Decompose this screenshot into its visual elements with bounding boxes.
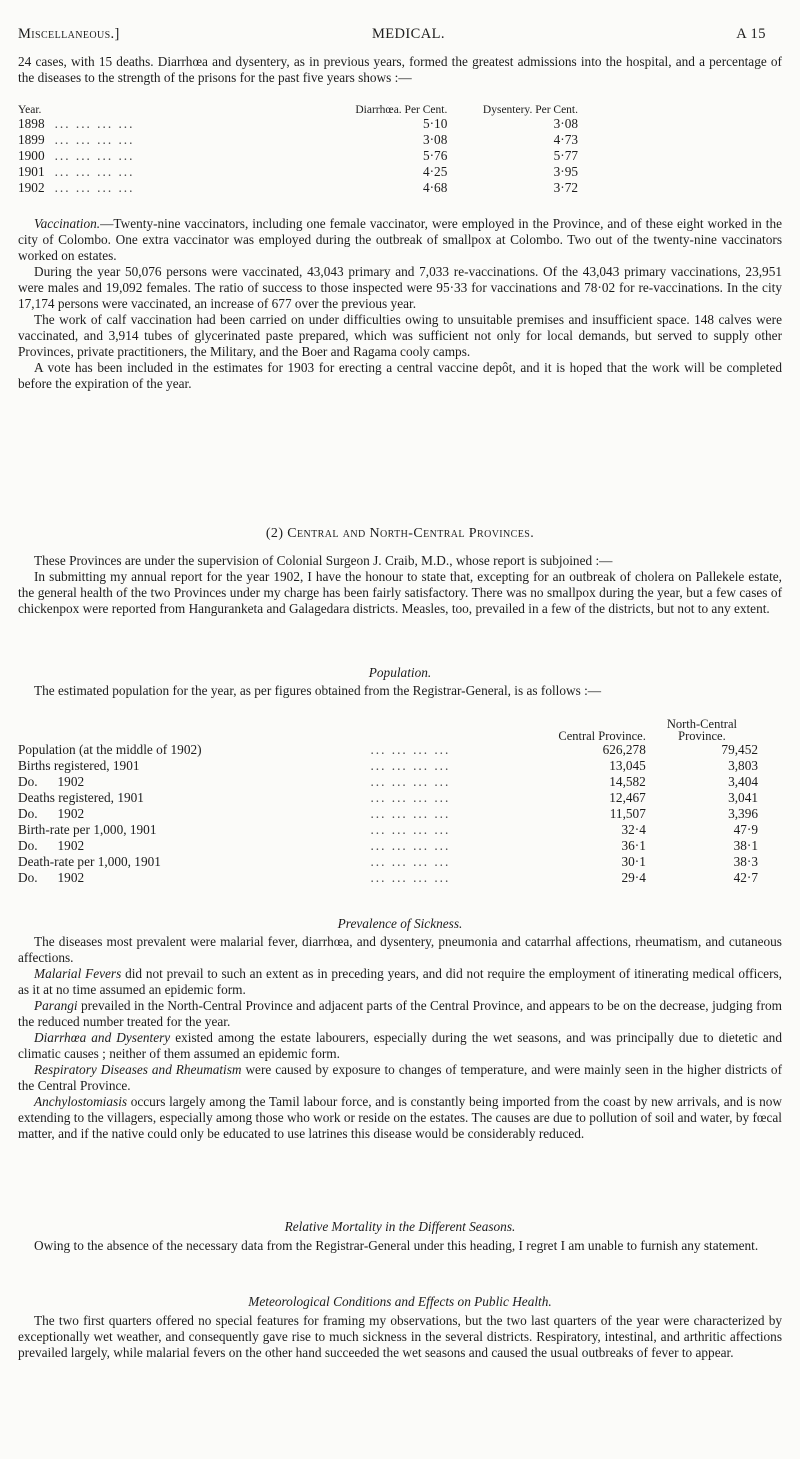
disease-row (18, 164, 578, 180)
central-value: 626,278 (602, 742, 646, 757)
diarrhoea-cell: 5·76 (422, 148, 448, 163)
section-2-body (18, 553, 782, 617)
population-intro: The estimated population for the year, as per figures obtained from the Registrar-General, is as follows :— (34, 683, 602, 698)
year-cell: 1900 ... ... ... ... (18, 148, 135, 163)
diarrhoea-cell: 5·10 (422, 116, 448, 131)
anchylostomiasis-paragraph: Anchylostomiasis occurs largely among the Tamil labour force, and is constantly being imported from the coast by new arrivals, and is now extending to the villagers, especially among those who work or reside on the estates. The causes are due to pollution of soil and water, by fœcal matter, and if the native could only be educated to use latrines this disease would be considerably reduced. (18, 1094, 782, 1141)
row-label: Do. 1902 (18, 870, 85, 885)
running-header-title: MEDICAL. (372, 26, 445, 42)
vaccination-paragraph-1: Vaccination.—Twenty-nine vaccinators, including one female vaccinator, were employed in the Province, and of these eight worked in the city of Colombo. One extra vaccinator was employed during the outbreak of smallpox at Colombo. Two out of the twenty-nine vaccinators worked on estates. (18, 216, 782, 263)
col-diarrhoea: Diarrhœa. Per Cent. (355, 104, 448, 116)
population-row: Death-rate per 1,000, 1901 ... ... ... ... 30·1 38·3 (18, 854, 758, 869)
population-row: Birth-rate per 1,000, 1901 ... ... ... ... 32·4 47·9 (18, 822, 758, 837)
year-cell: 1902 ... ... ... ... (18, 180, 135, 195)
col-year: Year. (18, 104, 42, 116)
mortality-section (18, 1238, 782, 1254)
north-central-value: 38·1 (733, 838, 758, 853)
disease-row (18, 132, 578, 148)
section-2-heading: (2) Central and North-Central Provinces. (265, 526, 535, 541)
disease-table (18, 104, 578, 196)
mortality-title: Relative Mortality in the Different Seasons. (284, 1219, 516, 1234)
row-label: Do. 1902 (18, 774, 85, 789)
parangi-paragraph: Parangi prevailed in the North-Central Province and adjacent parts of the Central Province, and appears to be on the decrease, judging from the reduced number treated for the year. (18, 998, 782, 1029)
north-central-value: 3,396 (728, 806, 758, 821)
vaccination-paragraph-3: The work of calf vaccination had been carried on under difficulties owing to unsuitable premises and insufficient space. 148 calves were vaccinated, and 3,914 tubes of glycerinated paste prepared, which was sufficient not only for local demands, but served to supply other Provinces, private practitioners, the Military, and the Boer and Ragama cooly camps. (18, 312, 782, 359)
disease-row (18, 180, 578, 196)
north-central-value: 79,452 (721, 742, 758, 757)
diarrhoea-cell: 3·08 (422, 132, 448, 147)
row-label: Births registered, 1901 (18, 758, 140, 773)
disease-row (18, 116, 578, 132)
vaccination-paragraph-4: A vote has been included in the estimates for 1903 for erecting a central vaccine depôt, and it is hoped that the work will be completed before the expiration of the year. (18, 360, 782, 391)
central-value: 12,467 (609, 790, 646, 805)
population-table (18, 718, 758, 886)
central-value: 36·1 (621, 838, 646, 853)
diarrhoea-paragraph: Diarrhœa and Dysentery existed among the estate labourers, especially during the wet seasons, and was principally due to dietetic and climatic causes ; neither of them assumed an epidemic form. (18, 1030, 782, 1061)
col-central: Central Province. (558, 729, 646, 743)
diarrhoea-cell: 4·68 (422, 180, 448, 195)
meteorology-section (18, 1313, 782, 1361)
population-row: Do. 1902 ... ... ... ... 29·4 42·7 (18, 870, 758, 885)
north-central-value: 3,803 (728, 758, 758, 773)
intro-paragraph: 24 cases, with 15 deaths. Diarrhœa and dysentery, as in previous years, formed the greatest admissions into the hospital, and a percentage of the diseases to the strength of the prisons for the past five years shows :— (18, 54, 782, 85)
central-value: 30·1 (621, 854, 646, 869)
vaccination-paragraph-2: During the year 50,076 persons were vaccinated, 43,043 primary and 7,033 re-vaccinations. Of the 43,043 primary vaccinations, 23,951 were males and 19,092 females. The ratio of success to those inspected were 95·33 for vaccinations and 78·02 for re-vaccinations. In the city 17,174 persons were vaccinated, an increase of 677 over the previous year. (18, 264, 782, 311)
section-2-paragraph-2: In submitting my annual report for the year 1902, I have the honour to state that, excepting for an outbreak of cholera on Pallekele estate, the general health of the two Provinces under my charge has been fairly satisfactory. There was no smallpox during the year, but a few cases of chickenpox were reported from Hanguranketa and Galagedara districts. Measles, too, prevailed in a few of the districts, but not to any extent. (18, 569, 782, 616)
population-row: Births registered, 1901 ... ... ... ... 13,045 3,803 (18, 758, 758, 773)
north-central-value: 3,041 (728, 790, 758, 805)
row-label: Birth-rate per 1,000, 1901 (18, 822, 157, 837)
year-cell: 1901 ... ... ... ... (18, 164, 135, 179)
vaccination-title: Vaccination. (34, 216, 101, 231)
sickness-section (18, 934, 782, 1142)
central-value: 11,507 (609, 806, 646, 821)
population-row: Do. 1902 ... ... ... ... 36·1 38·1 (18, 838, 758, 853)
north-central-value: 47·9 (733, 822, 758, 837)
dysentery-cell: 5·77 (553, 148, 578, 163)
population-title: Population. (368, 665, 432, 680)
meteorology-paragraph: The two first quarters offered no special features for framing my observations, but the two last quarters of the year were characterized by exceptionally wet weather, and consequently gave rise to much sickness in the several districts. Respiratory, intestinal, and arthritic affections prevailed largely, while malarial fevers on the other hand succeeded the wet seasons and caused the usual outbreaks of fever to appear. (18, 1313, 782, 1360)
disease-row (18, 148, 578, 164)
row-label: Do. 1902 (18, 838, 85, 853)
dysentery-cell: 3·95 (553, 164, 578, 179)
central-value: 32·4 (621, 822, 646, 837)
year-cell: 1898 ... ... ... ... (18, 116, 135, 131)
col-dysentery: Dysentery. Per Cent. (482, 104, 578, 116)
mortality-paragraph: Owing to the absence of the necessary data from the Registrar-General under this heading, I regret I am unable to furnish any statement. (34, 1238, 759, 1253)
intro-block (18, 54, 782, 86)
vaccination-section (18, 216, 782, 392)
population-row: Do. 1902 ... ... ... ... 14,582 3,404 (18, 774, 758, 789)
sickness-title: Prevalence of Sickness. (337, 916, 463, 931)
row-label: Deaths registered, 1901 (18, 790, 144, 805)
north-central-value: 3,404 (728, 774, 758, 789)
row-label: Population (at the middle of 1902) (18, 742, 202, 757)
central-value: 29·4 (621, 870, 646, 885)
section-2-paragraph-1: These Provinces are under the supervision of Colonial Surgeon J. Craib, M.D., whose report is subjoined :— (34, 553, 613, 568)
population-row: Population (at the middle of 1902) ... ... ... ... 626,278 79,452 (18, 742, 758, 757)
malaria-paragraph: Malarial Fevers did not prevail to such an extent as in preceding years, and did not require the employment of itinerating medical officers, as it at no time assumed an epidemic form. (18, 966, 783, 997)
row-label: Do. 1902 (18, 806, 85, 821)
page-number: A 15 (736, 26, 766, 42)
north-central-value: 42·7 (733, 870, 758, 885)
dysentery-cell: 3·72 (553, 180, 578, 195)
population-row: Deaths registered, 1901 ... ... ... ... 12,467 3,041 (18, 790, 758, 805)
col-north-central: North-Central Province. (666, 717, 737, 743)
central-value: 14,582 (609, 774, 646, 789)
meteorology-title: Meteorological Conditions and Effects on Public Health. (248, 1294, 552, 1309)
year-cell: 1899 ... ... ... ... (18, 132, 135, 147)
diarrhoea-cell: 4·25 (422, 164, 448, 179)
sickness-paragraph-1: The diseases most prevalent were malarial fever, diarrhœa, and dysentery, pneumonia and catarrhal affections, rheumatism, and cutaneous affections. (18, 934, 782, 965)
central-value: 13,045 (609, 758, 646, 773)
dysentery-cell: 3·08 (553, 116, 578, 131)
row-label: Death-rate per 1,000, 1901 (18, 854, 161, 869)
north-central-value: 38·3 (733, 854, 758, 869)
respiratory-paragraph: Respiratory Diseases and Rheumatism were caused by exposure to changes of temperature, and were mainly seen in the higher districts of the Central Province. (18, 1062, 782, 1093)
population-row: Do. 1902 ... ... ... ... 11,507 3,396 (18, 806, 758, 821)
dysentery-cell: 4·73 (553, 132, 578, 147)
running-header-section: Miscellaneous.] (18, 26, 120, 42)
